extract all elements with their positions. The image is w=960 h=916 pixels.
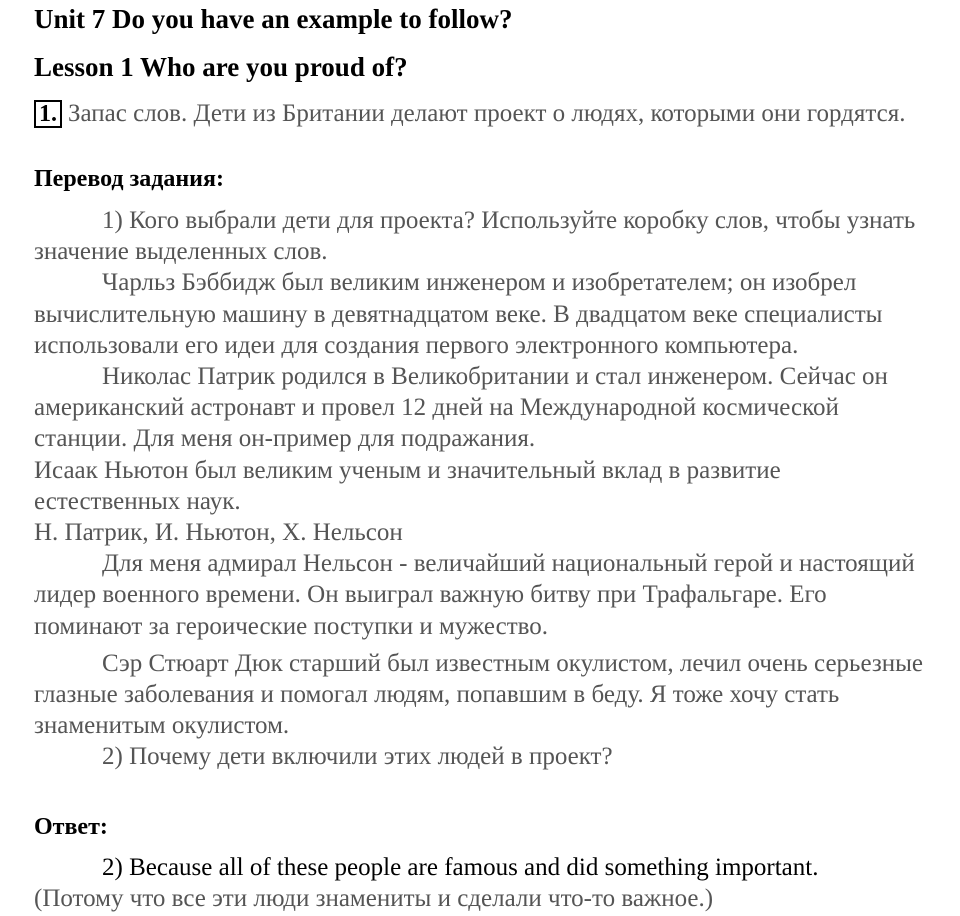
task-text: Запас слов. Дети из Британии делают проект о людях, которыми они гордятся. (68, 100, 906, 127)
answer-english: 2) Because all of these people are famous and did something important. (102, 854, 819, 881)
lesson-title: Lesson 1 Who are you proud of? (34, 52, 408, 82)
paragraph-names-list: Н. Патрик, И. Ньютон, Х. Нельсон (34, 519, 403, 547)
paragraph-question-2: 2) Почему дети включили этих людей в проект? (102, 743, 613, 771)
paragraph-duke-elder: Сэр Стюарт Дюк старший был известным окулистом, лечил очень серьезные глазные заболевания и помогал людям, попавшим в беду. Я тоже хочу стать знаменитым окулистом. (34, 649, 924, 740)
paragraph-newton: Исаак Ньютон был великим ученым и значительный вклад в развитие естественных наук. (34, 456, 781, 515)
answer-russian: (Потому что все эти люди знамениты и сделали что-то важное.) (34, 885, 714, 912)
task-number-badge: 1. (34, 100, 62, 128)
answer-label: Ответ: (34, 814, 108, 840)
translation-body (34, 205, 924, 773)
task-statement (34, 98, 914, 129)
paragraph-babbage: Чарльз Бэббидж был великим инженером и изобретателем; он изобрел вычислительную машину в девятнадцатом веке. В двадцатом веке специалисты использовали его идеи для создания первого электронного компьютера. (34, 269, 883, 359)
unit-title: Unit 7 Do you have an example to follow? (34, 4, 513, 34)
paragraph-nelson: Для меня адмирал Нельсон - величайший национальный герой и настоящий лидер военного времени. Он выиграл важную битву при Трафальгаре. Его поминают за героические поступки и мужество. (34, 550, 915, 640)
paragraph-question-1: 1) Кого выбрали дети для проекта? Используйте коробку слов, чтобы узнать значение выделенных слов. (34, 207, 916, 266)
translation-label: Перевод задания: (34, 166, 224, 192)
paragraph-patrick: Николас Патрик родился в Великобритании и стал инженером. Сейчас он американский астронавт и провел 12 дней на Международной космической станции. Для меня он-пример для подражания. (34, 363, 888, 453)
answer-body (34, 852, 934, 914)
